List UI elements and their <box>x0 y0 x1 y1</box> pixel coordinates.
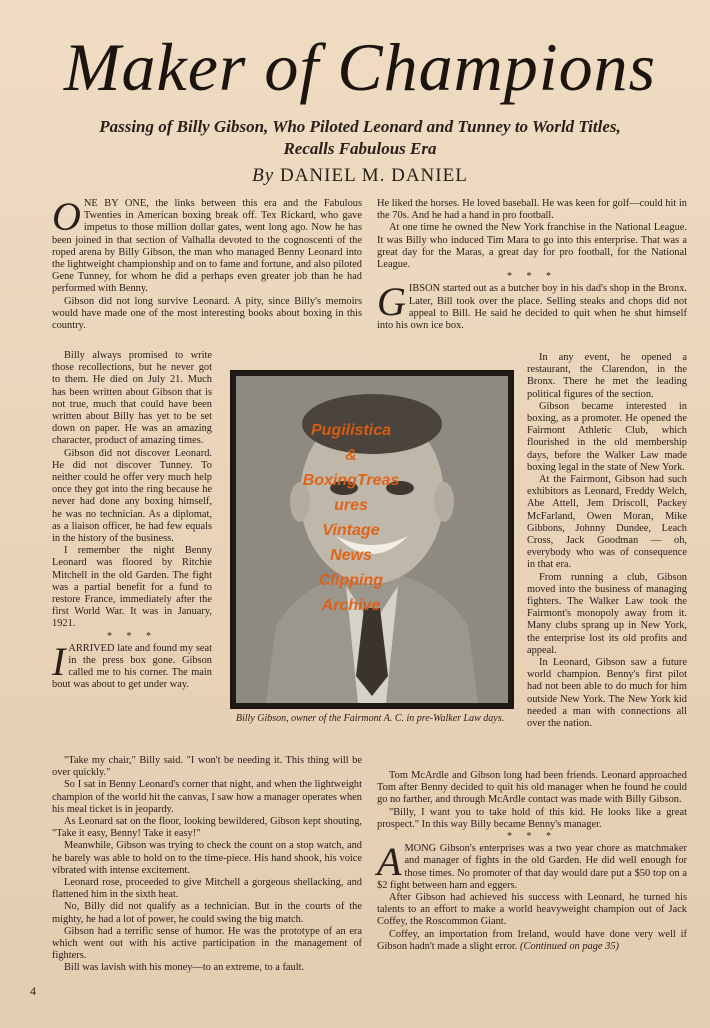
paragraph: AMONG Gibson's enterprises was a two year chore as matchmaker and manager of fights in the old Garden. He did well enough for those times. No promoter of that day would dare put a $50 top on a $2 fight between ham and eggers. <box>377 839 687 891</box>
section-separator: * * * <box>107 630 157 642</box>
watermark-line: News <box>330 547 372 564</box>
section-separator: * * * <box>507 831 557 843</box>
continued-note: (Continued on page 35) <box>520 940 619 952</box>
paragraph: No, Billy did not qualify as a technician. But in the courts of the mighty, he had a lot of power, he could swing the big match. <box>52 901 362 925</box>
paragraph: At the Fairmont, Gibson had such exhibitors as Leonard, Freddy Welch, Abe Attell, Jem Driscoll, Packey McFarland, Owen Moran, Mike Gibbons, Johnny Dundee, Leach Cross, Jack Goodman — oh, everybody who was of consequence in that era. <box>527 474 687 571</box>
paragraph: Tom McArdle and Gibson long had been friends. Leonard approached Tom after Benny decided to quit his old manager when he found he could go no farther, and through McArdle contact was made with Billy Gibson. <box>377 770 687 806</box>
watermark-line: Vintage <box>322 522 380 539</box>
watermark-line: Pugilistica <box>310 422 392 439</box>
paragraph: ONE BY ONE, the links between this era and the Fabulous Twenties in American boxing break off. Tex Rickard, who gave impetus to those million dollar gates, went long ago. Now he has been joined in that section of Valhalla devoted to the cognoscenti of the roped arena by Billy Gibson, the man who managed Benny Leonard into the lightweight championship and on to fame and fortune, and also piloted Gene Tunney, for whom he did a perhaps even greater job than he had performed with Benny. <box>52 194 362 295</box>
subtitle-line-2: Recalls Fabulous Era <box>283 139 437 158</box>
paragraph: "Take my chair," Billy said. "I won't be needing it. This thing will be over quickly." <box>52 755 362 779</box>
paragraph: Gibson had a terrific sense of humor. He was the prototype of an era which went out with his active participation in the management of fighters. <box>52 925 362 962</box>
paragraph: "Billy, I want you to take hold of this kid. He looks like a great prospect." In this way Billy became Benny's manager. <box>377 806 687 830</box>
right-column-bottom <box>377 770 687 953</box>
paragraph: GIBSON started out as a butcher boy in his dad's shop in the Bronx. Later, Bill took over the place. Selling steaks and chops did not appeal to Bill. He said he decided to quit when he shut himself into his own ice box. <box>377 279 687 332</box>
left-column-bottom <box>52 755 362 975</box>
article-title: Maker of Champions <box>63 29 657 105</box>
watermark-line: Archive <box>321 597 381 614</box>
page-number: 4 <box>30 984 36 998</box>
byline-prefix: By <box>252 165 275 186</box>
section-separator: * * * <box>507 271 557 283</box>
watermark-line: & <box>345 447 357 464</box>
paragraph: From running a club, Gibson moved into the business of managing fighters. The Walker Law took the Fairmont's monopoly away from it. Many clubs sprang up in New York, the enterprise lost its old profits and appeal. <box>527 571 687 656</box>
paragraph: Billy always promised to write those recollections, but he never got to them. He died on July 21. Much has been written about Gibson that is not true, much that could have been written about Billy has yet to be set down on paper. He was an amazing character, product of amazing times. <box>52 350 212 447</box>
right-column-top <box>377 198 687 332</box>
article-subtitle <box>40 116 680 160</box>
paragraph: After Gibson had achieved his success with Leonard, he turned his talents to an effort to make a world heavyweight champion out of Jack Coffey, the Roscommon Giant. <box>377 892 687 928</box>
watermark-overlay <box>286 418 416 618</box>
paragraph: Gibson did not long survive Leonard. A pity, since Billy's memoirs would have made one of the most interesting books about boxing in this country. <box>52 295 362 332</box>
drop-cap: I <box>52 638 66 684</box>
right-column-narrow <box>527 352 687 730</box>
watermark-line: Clipping <box>319 572 383 589</box>
byline <box>40 165 680 187</box>
photo-caption: Billy Gibson, owner of the Fairmont A. C. in pre-Walker Law days. <box>235 713 505 724</box>
paragraph: Meanwhile, Gibson was trying to check the count on a stop watch, and he barely was able to hold on to the time-piece. His hand shook, his voice vibrated with intense excitement. <box>52 840 362 876</box>
paragraph: Gibson did not discover Leonard. He did not discover Tunney. To neither could he offer very much help once they got into the ring because he never had done any boxing himself, he was no technician. As a diplomat, as a liaison officer, he had few equals in the history of the business. <box>52 447 212 545</box>
paragraph: In Leonard, Gibson saw a future world champion. Benny's first pilot had not been able to do much for him outside New York. The New York kid needed a man with connections all over the nation. <box>527 657 687 730</box>
drop-cap: A <box>377 839 402 885</box>
drop-cap: G <box>377 279 406 325</box>
watermark-line: BoxingTreas <box>302 472 400 489</box>
paragraph: So I sat in Benny Leonard's corner that night, and when the lightweight champion of the world hit the canvas, I saw how a manager operates when his meal ticket is in jeopardy. <box>52 779 362 815</box>
paragraph: At one time he owned the New York franchise in the National League. It was Billy who induced Tim Mara to go into this enterprise. That was a great day for the Maras, a great day for pro football, for the National League. <box>377 222 687 271</box>
paragraph: As Leonard sat on the floor, looking bewildered, Gibson kept shouting, "Take it easy, Benny! Take it easy!" <box>52 816 362 840</box>
byline-author: DANIEL M. DANIEL <box>279 165 468 186</box>
drop-cap: O <box>52 194 81 239</box>
paragraph: I remember the night Benny Leonard was floored by Ritchie Mitchell in the old Garden. The fight was a partial benefit for a fund to restore France, immediately after the first World War. It was in January, 1921. <box>52 545 212 630</box>
paragraph: Leonard rose, proceeded to give Mitchell a gorgeous shellacking, and flattened him in the sixth heat. <box>52 877 362 901</box>
paragraph: He liked the horses. He loved baseball. He was keen for golf—could hit in the 70s. And he had a hand in pro football. <box>377 198 687 222</box>
left-column-top <box>52 194 362 332</box>
subtitle-line-1: Passing of Billy Gibson, Who Piloted Leonard and Tunney to World Titles, <box>99 117 621 136</box>
paragraph: IARRIVED late and found my seat in the press box gone. Gibson called me to his corner. The main bout was about to get under way. <box>52 638 212 691</box>
paragraph: In any event, he opened a restaurant, the Clarendon, in the Bronx. There he met the leading political figures of the section. <box>527 352 687 400</box>
left-column-narrow <box>52 350 212 692</box>
watermark-line: ures <box>334 497 368 514</box>
paragraph: Gibson became interested in boxing, as a promoter. He opened the Fairmont Athletic Club, which flourished in the old membership days, before the Walker Law made boxing legal in the state of New York. <box>527 400 687 473</box>
paragraph: Bill was lavish with his money—to an extreme, to a fault. <box>64 962 305 974</box>
paragraph: Coffey, an importation from Ireland, would have done very well if Gibson hadn't made a slight error. (Continued on page 35) <box>377 928 687 952</box>
